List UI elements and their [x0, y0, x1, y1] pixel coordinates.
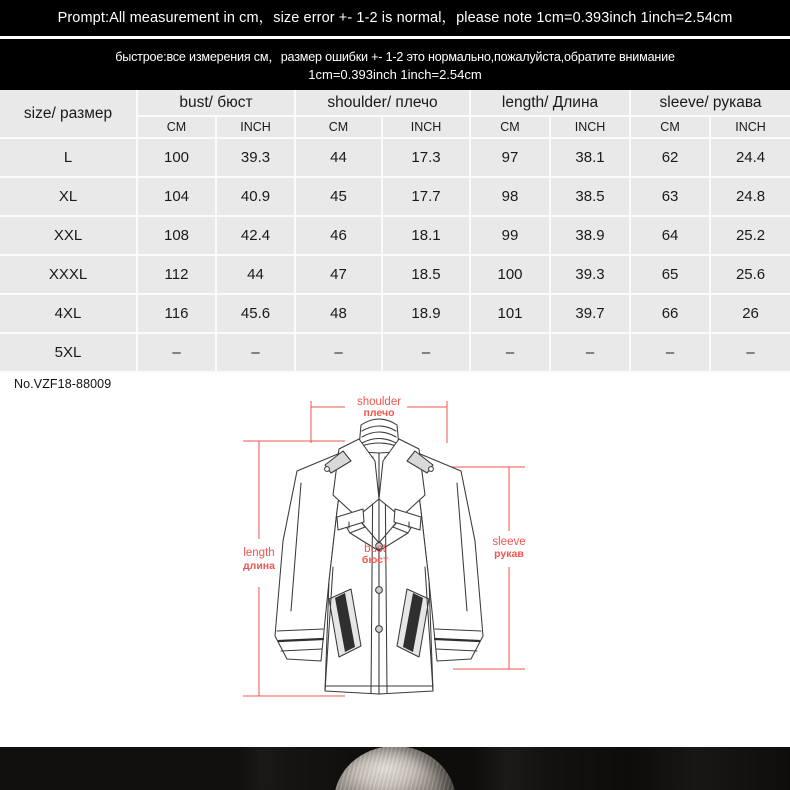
cell-bust-in: –: [216, 333, 295, 372]
label-length-en: length: [243, 547, 275, 559]
cell-shoulder-in: 17.7: [382, 177, 470, 216]
cell-sleeve-cm: 62: [630, 138, 710, 177]
cell-shoulder-cm: 45: [295, 177, 382, 216]
cell-sleeve-cm: 64: [630, 216, 710, 255]
cell-sleeve-in: 26: [710, 294, 790, 333]
cell-shoulder-in: 18.5: [382, 255, 470, 294]
table-row: [0, 177, 790, 216]
cell-length-cm: 99: [470, 216, 550, 255]
cell-shoulder-in: –: [382, 333, 470, 372]
cell-shoulder-cm: 46: [295, 216, 382, 255]
cell-length-cm: –: [470, 333, 550, 372]
cell-length-cm: 98: [470, 177, 550, 216]
cell-sleeve-cm: 65: [630, 255, 710, 294]
cell-bust-cm: –: [137, 333, 216, 372]
cell-shoulder-cm: 44: [295, 138, 382, 177]
cell-length-in: 38.9: [550, 216, 630, 255]
table-row: [0, 216, 790, 255]
column-header-length: length/ Длина: [470, 90, 630, 116]
unit-header-sleeve-cm: CM: [630, 116, 710, 138]
cell-length-in: 38.1: [550, 138, 630, 177]
unit-header-sleeve-inch: INCH: [710, 116, 790, 138]
cell-length-in: –: [550, 333, 630, 372]
model-photo-strip: [0, 747, 790, 790]
cell-length-cm: 97: [470, 138, 550, 177]
prompt-banner-russian-line1: быстрое:все измерения см，размер ошибки +- 1-2 это нормально,пожалуйста,обратите внимание: [115, 50, 675, 64]
jacket-line-drawing: [225, 391, 565, 716]
cell-bust-cm: 108: [137, 216, 216, 255]
cell-size-xxl: XXL: [0, 216, 137, 255]
cell-length-in: 38.5: [550, 177, 630, 216]
cell-length-cm: 101: [470, 294, 550, 333]
cell-bust-cm: 116: [137, 294, 216, 333]
cell-shoulder-cm: –: [295, 333, 382, 372]
label-shoulder-ru: плечо: [363, 407, 395, 419]
column-header-sleeve: sleeve/ рукава: [630, 90, 790, 116]
cell-sleeve-in: 25.2: [710, 216, 790, 255]
prompt-banner-english: Prompt:All measurement in cm，size error +- 1-2 is normal，please note 1cm=0.393inch 1inch=2.54cm: [0, 0, 790, 36]
cell-sleeve-in: 25.6: [710, 255, 790, 294]
garment-measurement-diagram: [0, 391, 790, 721]
cell-size-5xl: 5XL: [0, 333, 137, 372]
column-header-shoulder: shoulder/ плечо: [295, 90, 470, 116]
size-chart-table: [0, 90, 790, 373]
column-header-bust: bust/ бюст: [137, 90, 295, 116]
label-sleeve-en: sleeve: [492, 536, 526, 548]
unit-header-shoulder-inch: INCH: [382, 116, 470, 138]
table-row: [0, 333, 790, 372]
cell-shoulder-in: 18.9: [382, 294, 470, 333]
table-header-group-row: [0, 90, 790, 116]
label-length-ru: длина: [243, 560, 275, 572]
cell-bust-in: 39.3: [216, 138, 295, 177]
cell-shoulder-cm: 48: [295, 294, 382, 333]
cell-sleeve-in: –: [710, 333, 790, 372]
cell-sleeve-cm: –: [630, 333, 710, 372]
cell-shoulder-in: 18.1: [382, 216, 470, 255]
prompt-banner-russian-line2: 1cm=0.393inch 1inch=2.54cm: [308, 67, 482, 82]
cell-shoulder-cm: 47: [295, 255, 382, 294]
cell-size-xl: XL: [0, 177, 137, 216]
unit-header-shoulder-cm: CM: [295, 116, 382, 138]
cell-sleeve-in: 24.4: [710, 138, 790, 177]
unit-header-length-inch: INCH: [550, 116, 630, 138]
cell-bust-cm: 100: [137, 138, 216, 177]
label-bust-en: bust: [364, 543, 386, 555]
table-row: [0, 255, 790, 294]
cell-bust-cm: 104: [137, 177, 216, 216]
cell-sleeve-cm: 66: [630, 294, 710, 333]
cell-shoulder-in: 17.3: [382, 138, 470, 177]
cell-length-cm: 100: [470, 255, 550, 294]
cell-bust-cm: 112: [137, 255, 216, 294]
table-row: [0, 138, 790, 177]
cell-bust-in: 40.9: [216, 177, 295, 216]
label-shoulder-en: shoulder: [356, 396, 402, 408]
label-bust-ru: бюст: [361, 554, 389, 566]
label-sleeve-ru: рукав: [494, 548, 524, 560]
table-row: [0, 294, 790, 333]
cell-length-in: 39.3: [550, 255, 630, 294]
cell-bust-in: 42.4: [216, 216, 295, 255]
cell-length-in: 39.7: [550, 294, 630, 333]
cell-size-4xl: 4XL: [0, 294, 137, 333]
unit-header-bust-inch: INCH: [216, 116, 295, 138]
cell-size-xxxl: XXXL: [0, 255, 137, 294]
prompt-banner-russian: [0, 39, 790, 90]
cell-sleeve-cm: 63: [630, 177, 710, 216]
cell-sleeve-in: 24.8: [710, 177, 790, 216]
cell-bust-in: 44: [216, 255, 295, 294]
cell-size-l: L: [0, 138, 137, 177]
unit-header-bust-cm: CM: [137, 116, 216, 138]
table-body: [0, 138, 790, 372]
unit-header-length-cm: CM: [470, 116, 550, 138]
cell-bust-in: 45.6: [216, 294, 295, 333]
product-code-label: No.VZF18-88009: [14, 377, 112, 391]
column-header-size: size/ размер: [0, 90, 137, 138]
